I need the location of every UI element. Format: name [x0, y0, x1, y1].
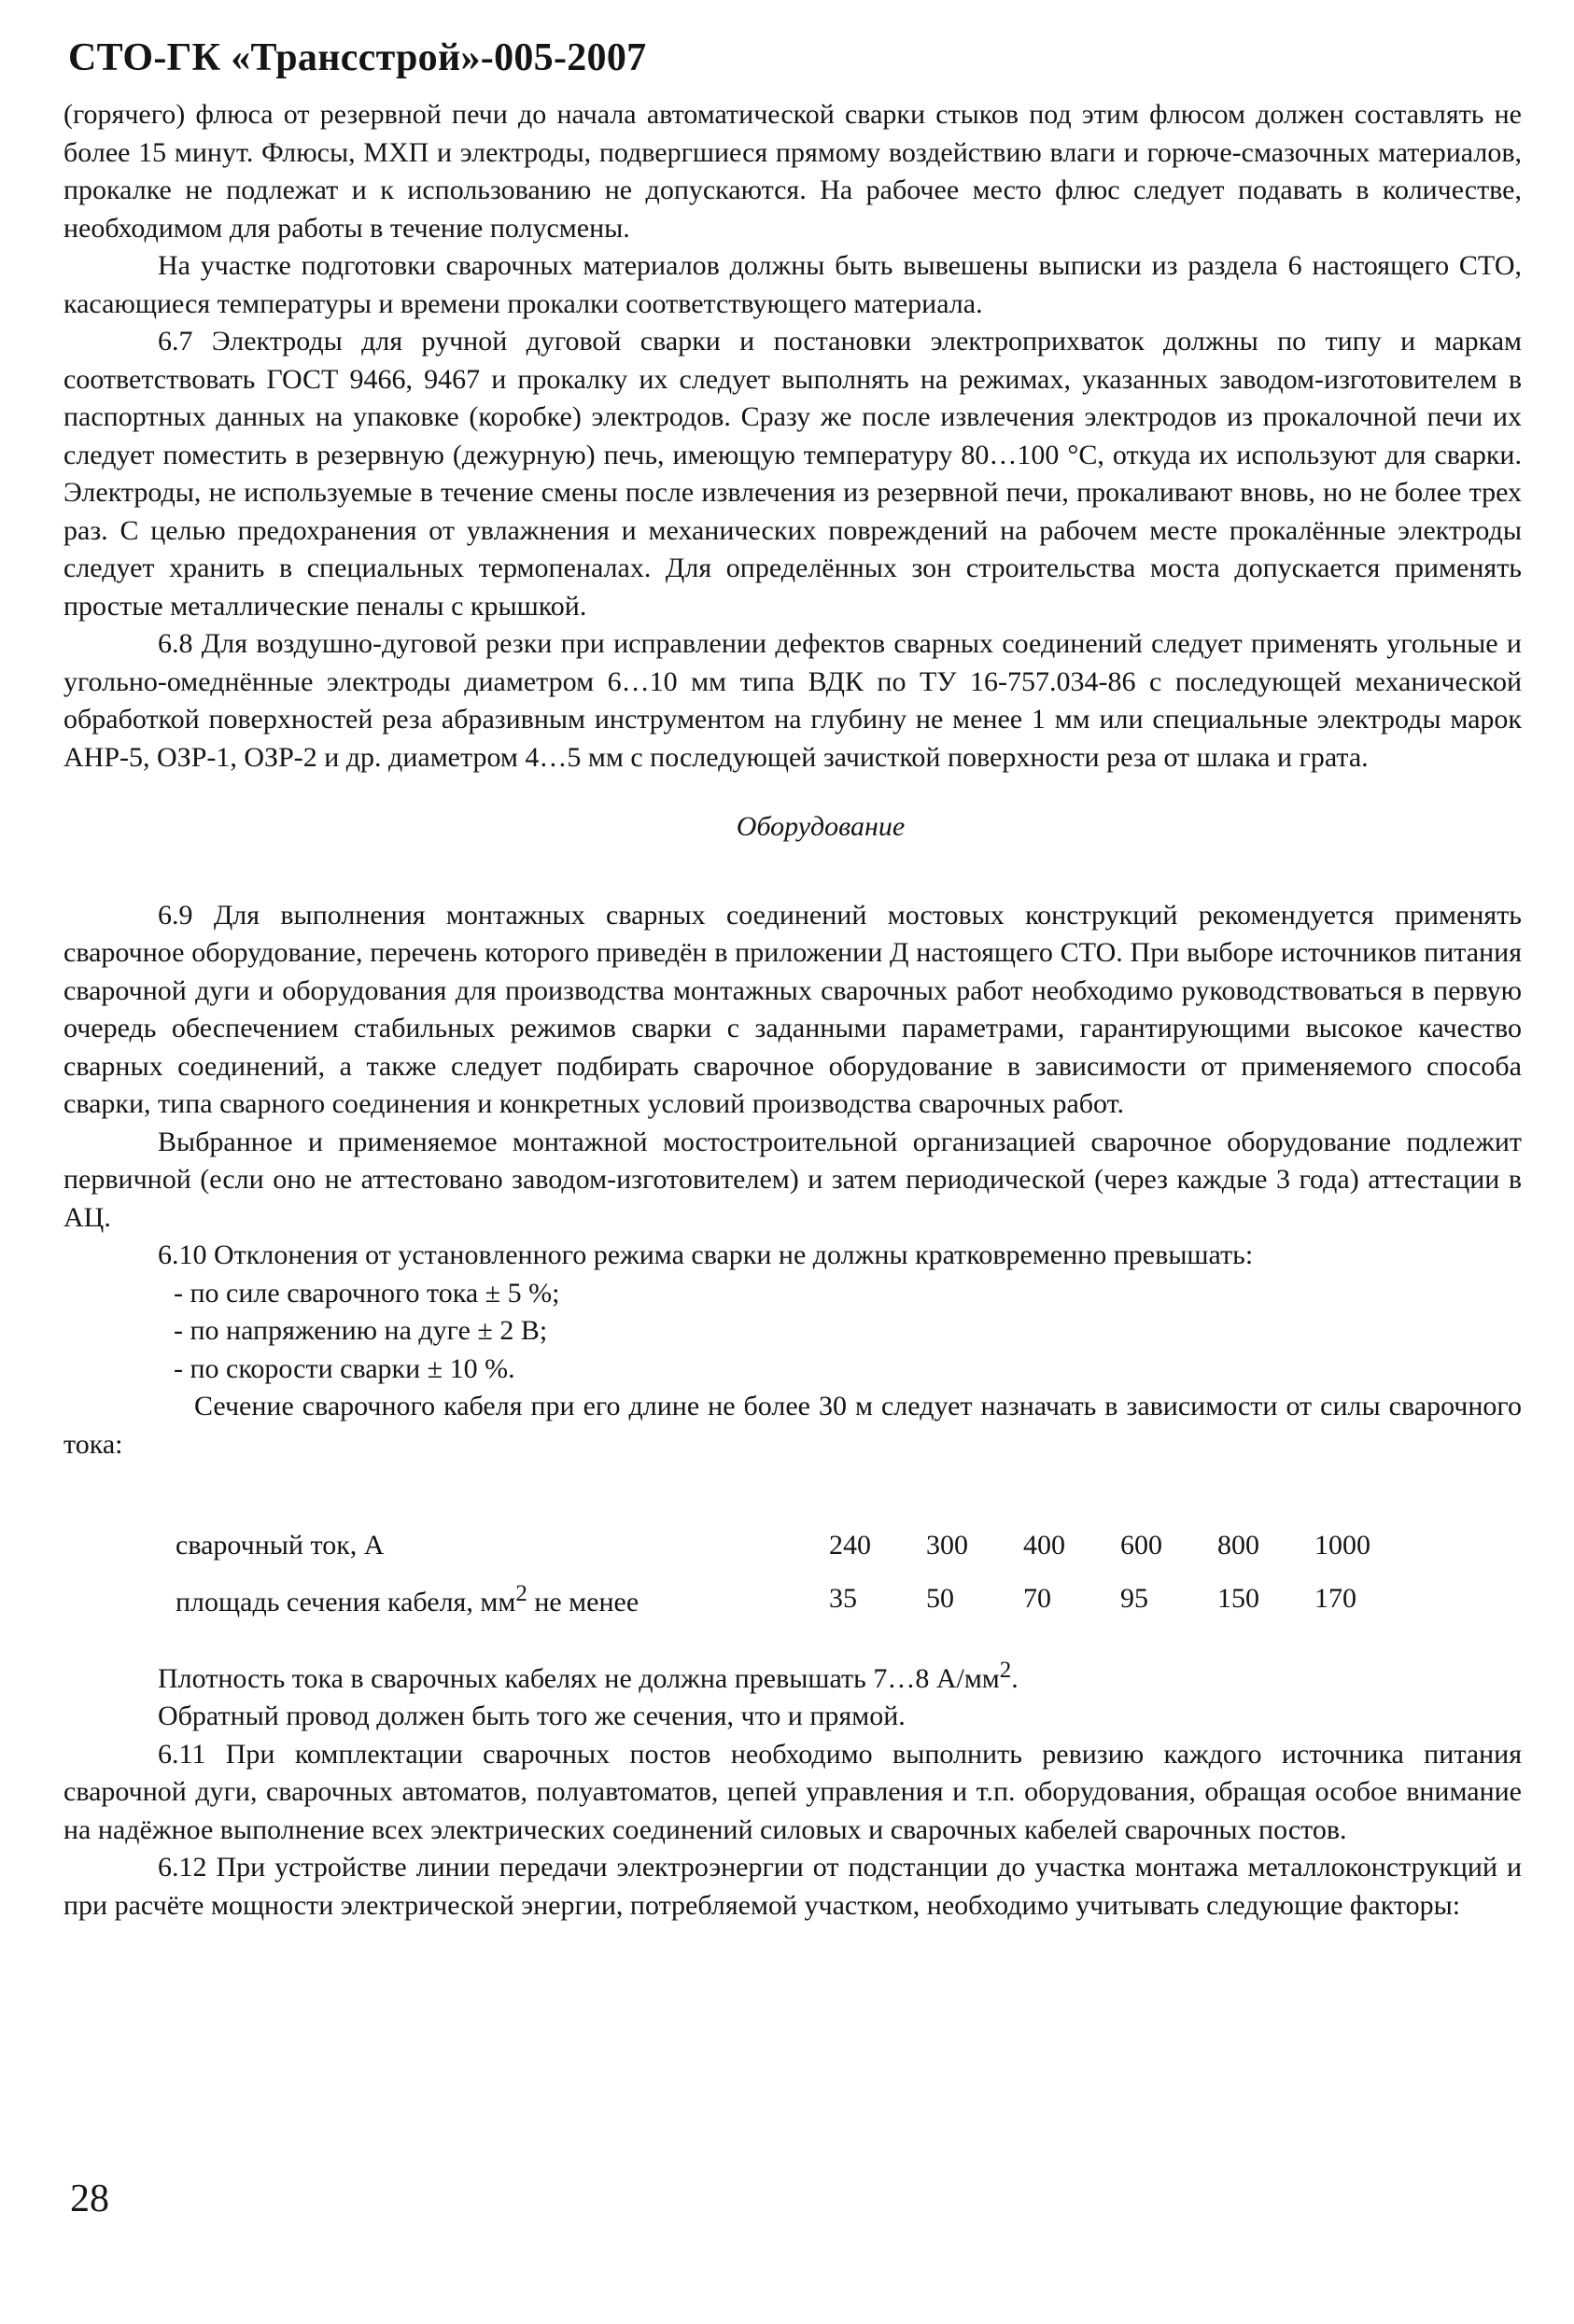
list-item: - по скорости сварки ± 10 %.	[174, 1352, 515, 1384]
label-text: не менее	[527, 1587, 639, 1617]
paragraph-6-9: 6.9 Для выполнения монтажных сварных соединений мостовых конструкций рекомендуется применять сварочное оборудование, перечень которого приведён в приложении Д настоящего СТО. При выборе источников питания сварочной дуги и оборудования для производства монтажных сварочных работ необходимо руководствоваться в первую очередь обеспечением стабильных режимов сварки с заданными параметрами, гарантирующими высокое качество сварных соединений, а также следует подбирать сварочное оборудование в зависимости от применяемого способа сварки, типа сварного соединения и конкретных условий производства сварочных работ.	[63, 899, 1522, 1119]
page-number: 28	[70, 2177, 109, 2220]
paragraph-6-8: 6.8 Для воздушно-дуговой резки при исправлении дефектов сварных соединений следует применять угольные и угольно-омеднённые электроды диаметром 6…10 мм типа ВДК по ТУ 16-757.034-86 с последующей механической обработкой поверхностей реза абразивным инструментом на глубину не менее 1 мм или специальные электроды марок АНР-5, ОЗР-1, ОЗР-2 и др. диаметром 4…5 мм с последующей зачисткой поверхности реза от шлака и грата.	[63, 628, 1522, 773]
paragraph-6-11: 6.11 При комплектации сварочных постов необходимо выполнить ревизию каждого источника питания сварочной дуги, сварочных автоматов, полуавтоматов, цепей управления и т.п. оборудования, обращая особое внимание на надёжное выполнение всех электрических соединений силовых и сварочных кабелей сварочных постов.	[63, 1738, 1522, 1845]
table-row	[176, 1519, 1412, 1572]
superscript: 2	[515, 1581, 527, 1606]
document-header: СТО-ГК «Трансстрой»-005-2007	[68, 36, 647, 79]
paragraph: На участке подготовки сварочных материалов должны быть вывешены выписки из раздела 6 настоящего СТО, касающиеся температуры и времени прокалки соответствующего материала.	[63, 250, 1522, 319]
table-cell: 600	[1120, 1529, 1162, 1561]
list-item: - по силе сварочного тока ± 5 %;	[174, 1277, 560, 1309]
label-text: площадь сечения кабеля, мм	[176, 1587, 516, 1617]
table-cell: 95	[1120, 1582, 1148, 1614]
table-cell: 50	[926, 1582, 954, 1614]
paragraph: Выбранное и применяемое монтажной мостостроительной организацией сварочное оборудование подлежит первичной (если оно не аттестовано заводом-изготовителем) и затем периодической (через каждые 3 года) аттестации в АЦ.	[63, 1126, 1522, 1233]
table-cell: 1000	[1314, 1529, 1370, 1561]
table-cell: 300	[926, 1529, 968, 1561]
cable-section-table	[176, 1519, 1412, 1626]
table-cell-label: сварочный ток, А	[176, 1529, 385, 1561]
document-body	[63, 96, 1522, 1925]
paragraph-6-12: 6.12 При устройстве линии передачи электроэнергии от подстанции до участка монтажа металлоконструкций и при расчёте мощности электрической энергии, потребляемой участком, необходимо учитывать следующие факторы:	[63, 1852, 1522, 1921]
text: Плотность тока в сварочных кабелях не должна превышать 7…8 А/мм	[158, 1662, 1000, 1694]
paragraph: (горячего) флюса от резервной печи до начала автоматической сварки стыков под этим флюсом должен составлять не более 15 минут. Флюсы, МХП и электроды, подвергшиеся прямому воздействию влаги и горюче-смазочных материалов, прокалке не подлежат и к использованию не допускаются. На рабочее место флюс следует подавать в количестве, необходимом для работы в течение полусмены.	[63, 99, 1522, 244]
superscript: 2	[999, 1657, 1012, 1683]
table-cell: 800	[1217, 1529, 1259, 1561]
table-cell: 400	[1023, 1529, 1065, 1561]
table-cell: 70	[1023, 1582, 1051, 1614]
section-heading: Оборудование	[736, 811, 906, 842]
table-cell-label	[176, 1572, 829, 1626]
table-cell: 35	[829, 1582, 857, 1614]
table-cell: 150	[1217, 1582, 1259, 1614]
list-item: - по напряжению на дуге ± 2 В;	[174, 1315, 548, 1346]
table-cell: 240	[829, 1529, 871, 1561]
paragraph: Обратный провод должен быть того же сечения, что и прямой.	[158, 1701, 906, 1731]
paragraph	[63, 1652, 1522, 1699]
paragraph-6-10: 6.10 Отклонения от установленного режима сварки не должны кратковременно превышать:	[158, 1239, 1254, 1270]
paragraph-6-7: 6.7 Электроды для ручной дуговой сварки и постановки электроприхваток должны по типу и маркам соответствовать ГОСТ 9466, 9467 и прокалку их следует выполнять на режимах, указанных заводом-изготовителем в паспортных данных на упаковке (коробке) электродов. Сразу же после извлечения электродов из прокалочной печи их следует поместить в резервную (дежурную) печь, имеющую температуру 80…100 °С, откуда их используют для сварки. Электроды, не используемые в течение смены после извлечения из резервной печи, прокаливают вновь, но не более трех раз. С целью предохранения от увлажнения и механических повреждений на рабочем месте прокалённые электроды следует хранить в специальных термопеналах. Для определённых зон строительства моста допускается применять простые металлические пеналы с крышкой.	[63, 326, 1522, 622]
table-row	[176, 1572, 1412, 1626]
paragraph: Сечение сварочного кабеля при его длине не более 30 м следует назначать в зависимости от силы сварочного тока:	[63, 1391, 1522, 1460]
text: .	[1011, 1662, 1019, 1694]
table-cell: 170	[1314, 1582, 1356, 1614]
